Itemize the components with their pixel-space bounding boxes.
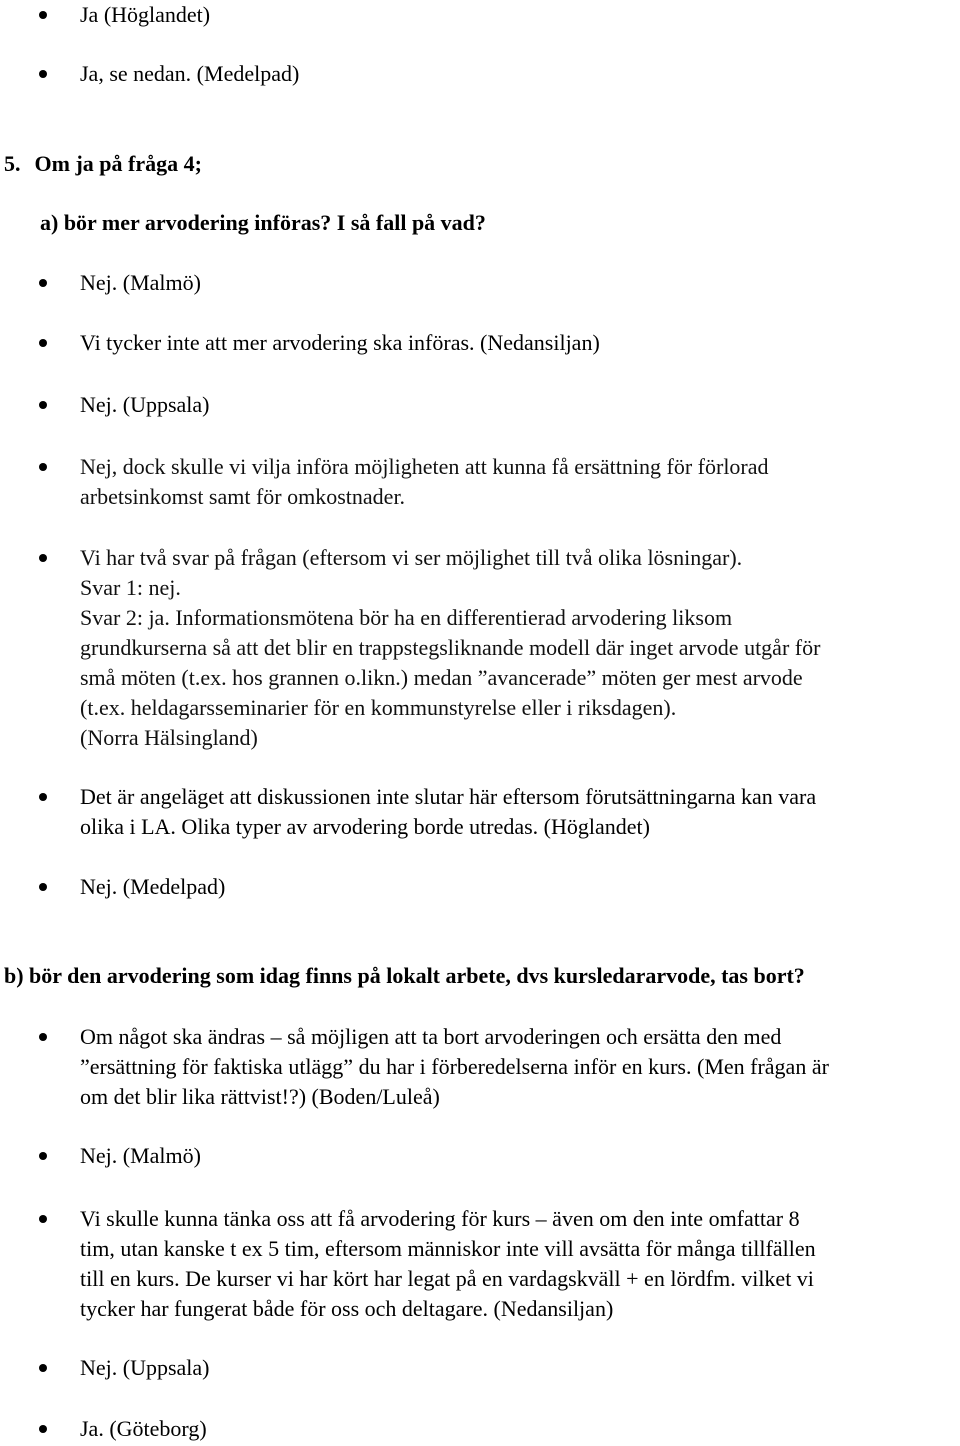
list-item [80, 872, 952, 902]
list-item-text: Om något ska ändras – så möjligen att ta bort arvoderingen och ersätta den med [80, 1024, 782, 1049]
bullet-icon [39, 279, 47, 287]
bullet-icon [39, 1425, 47, 1433]
bullet-icon [39, 883, 47, 891]
bullet-icon [39, 1033, 47, 1041]
bullet-icon [39, 11, 47, 19]
list-item-text: om det blir lika rättvist!?) (Boden/Luleå) [80, 1084, 440, 1109]
list-item [80, 268, 952, 298]
list-item-text: Nej. (Uppsala) [80, 392, 210, 417]
subquestion-a: a) bör mer arvodering införas? I så fall på vad? [40, 210, 486, 235]
list-item-text: Vi tycker inte att mer arvodering ska införas. (Nedansiljan) [80, 330, 600, 355]
bullet-icon [39, 463, 47, 471]
list-item-text: grundkurserna så att det blir en trappstegsliknande modell där inget arvode utgår för [80, 635, 821, 660]
question-title: Om ja på fråga 4; [34, 151, 202, 176]
list-item [80, 1204, 952, 1324]
list-item [80, 782, 952, 842]
list-item-text: arbetsinkomst samt för omkostnader. [80, 484, 406, 509]
list-item-text: Vi har två svar på frågan (eftersom vi ser möjlighet till två olika lösningar). [80, 545, 743, 570]
list-item-text: ”ersättning för faktiska utlägg” du har i förberedelserna inför en kurs. (Men frågan är [80, 1054, 829, 1079]
bullet-icon [39, 1152, 47, 1160]
list-item-text: tycker har fungerat både för oss och deltagare. (Nedansiljan) [80, 1296, 614, 1321]
list-item-text: olika i LA. Olika typer av arvodering borde utredas. (Höglandet) [80, 814, 650, 839]
list-item-text: Det är angeläget att diskussionen inte slutar här eftersom förutsättningarna kan vara [80, 784, 817, 809]
question-number: 5. [4, 151, 21, 176]
list-item [80, 390, 952, 420]
list-item-text: små möten (t.ex. hos grannen o.likn.) medan ”avancerade” möten ger mest arvode [80, 665, 803, 690]
list-item [80, 1353, 952, 1383]
bullet-icon [39, 1215, 47, 1223]
bullet-icon [39, 1364, 47, 1372]
list-item [80, 543, 952, 753]
list-item [80, 328, 952, 358]
list-item [80, 0, 952, 30]
list-item-text: Nej. (Medelpad) [80, 874, 226, 899]
subquestion-b: b) bör den arvodering som idag finns på lokalt arbete, dvs kursledararvode, tas bort? [4, 963, 805, 988]
list-item-text: (Norra Hälsingland) [80, 725, 258, 750]
list-item-text: Nej. (Malmö) [80, 270, 201, 295]
list-item [80, 59, 952, 89]
list-item [80, 1141, 952, 1171]
bullet-icon [39, 70, 47, 78]
list-item-text: (t.ex. heldagarsseminarier för en kommunstyrelse eller i riksdagen). [80, 695, 677, 720]
bullet-icon [39, 339, 47, 347]
list-item-text: Nej. (Malmö) [80, 1143, 201, 1168]
list-item-text: Nej. (Uppsala) [80, 1355, 210, 1380]
list-item-text: Svar 1: nej. [80, 575, 181, 600]
list-item [80, 1022, 952, 1112]
list-item-text: Svar 2: ja. Informationsmötena bör ha en differentierad arvodering liksom [80, 605, 733, 630]
bullet-icon [39, 401, 47, 409]
list-item-text: Ja, se nedan. (Medelpad) [80, 61, 300, 86]
list-item [80, 1414, 952, 1444]
bullet-icon [39, 793, 47, 801]
question-heading [4, 149, 202, 179]
list-item [80, 452, 952, 512]
list-item-text: Ja. (Göteborg) [80, 1416, 207, 1441]
list-item-text: Nej, dock skulle vi vilja införa möjligheten att kunna få ersättning för förlorad [80, 454, 769, 479]
list-item-text: tim, utan kanske t ex 5 tim, eftersom människor inte vill avsätta för många tillfällen [80, 1236, 816, 1261]
list-item-text: Ja (Höglandet) [80, 2, 211, 27]
list-item-text: Vi skulle kunna tänka oss att få arvodering för kurs – även om den inte omfattar 8 [80, 1206, 800, 1231]
bullet-icon [39, 554, 47, 562]
list-item-text: till en kurs. De kurser vi har kört har legat på en vardagskväll + en lördfm. vilket vi [80, 1266, 814, 1291]
